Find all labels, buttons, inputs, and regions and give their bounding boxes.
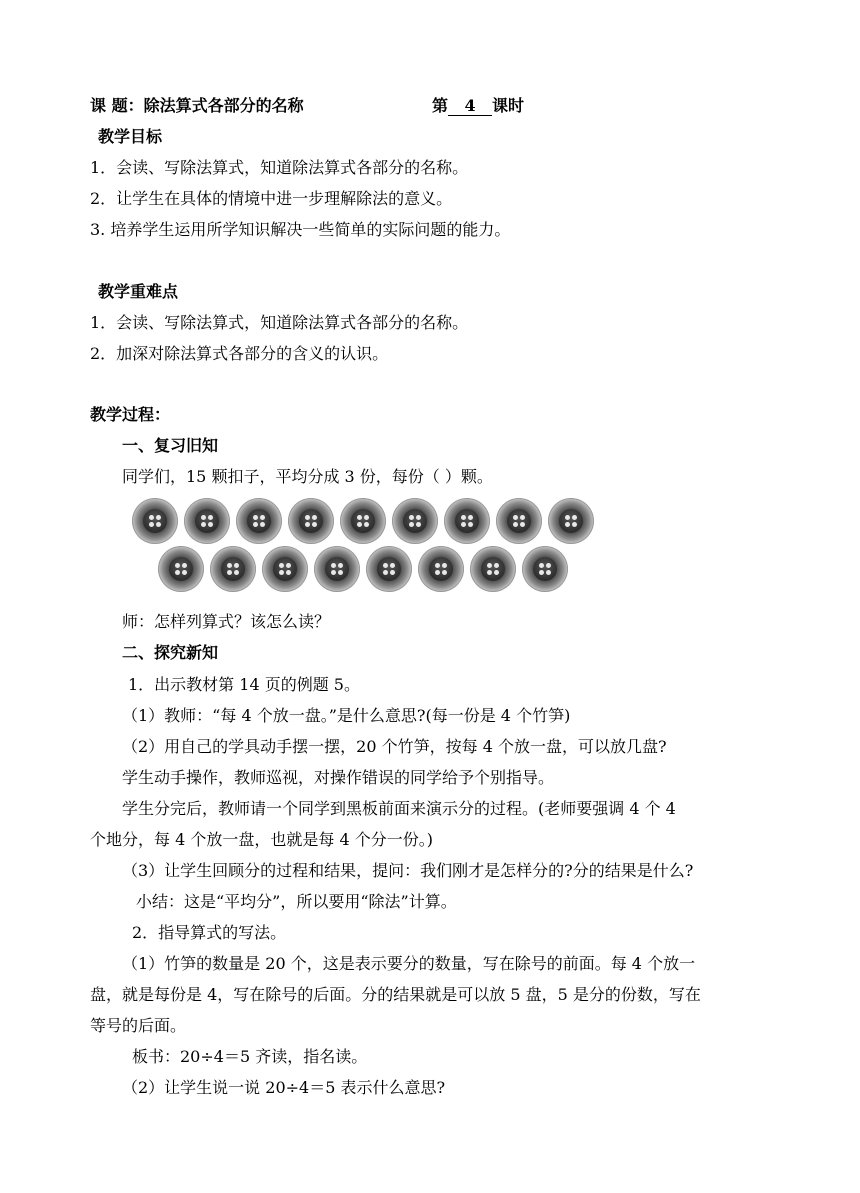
button-hole: [286, 570, 291, 575]
button-hole: [357, 515, 362, 520]
button-face: [455, 509, 479, 533]
button-face: [507, 509, 531, 533]
button-face: [325, 557, 349, 581]
button-face: [377, 557, 401, 581]
objective-item: 1．会读、写除法算式，知道除法算式各部分的名称。: [90, 158, 469, 177]
button-face: [143, 509, 167, 533]
process-line: 2．指导算式的写法。: [132, 923, 287, 942]
button-hole: [260, 522, 265, 527]
button-icon: [470, 546, 516, 592]
button-hole: [546, 570, 551, 575]
key-point-item: 2．加深对除法算式各部分的含义的认识。: [90, 344, 389, 363]
button-hole: [182, 563, 187, 568]
button-hole: [286, 563, 291, 568]
process-line: 学生动手操作，教师巡视，对操作错误的同学给予个别指导。: [122, 768, 555, 787]
button-hole: [409, 522, 414, 527]
button-hole: [383, 570, 388, 575]
button-hole: [442, 563, 447, 568]
button-hole: [390, 563, 395, 568]
button-hole: [364, 515, 369, 520]
button-hole: [546, 563, 551, 568]
objective-item: 3. 培养学生运用所学知识解决一些简单的实际问题的能力。: [90, 220, 511, 239]
button-icon: [132, 498, 178, 544]
process-line: （1）竹笋的数量是 20 个，这是表示要分的数量，写在除号的前面。每 4 个放一: [122, 954, 696, 973]
button-icon: [158, 546, 204, 592]
process-line: 小结：这是“平均分”，所以要用“除法”计算。: [136, 892, 457, 911]
lesson-number: 4: [448, 97, 492, 116]
button-hole: [149, 522, 154, 527]
button-icon: [418, 546, 464, 592]
button-hole: [494, 570, 499, 575]
button-hole: [461, 522, 466, 527]
button-hole: [435, 570, 440, 575]
review-question: 同学们，15 颗扣子，平均分成 3 份，每份（ ）颗。: [122, 467, 493, 486]
button-hole: [312, 515, 317, 520]
button-hole: [468, 522, 473, 527]
button-hole: [565, 522, 570, 527]
button-hole: [487, 570, 492, 575]
button-hole: [201, 522, 206, 527]
button-face: [169, 557, 193, 581]
button-hole: [279, 563, 284, 568]
button-face: [351, 509, 375, 533]
objective-item: 2．让学生在具体的情境中进一步理解除法的意义。: [90, 189, 453, 208]
button-hole: [513, 515, 518, 520]
button-hole: [539, 563, 544, 568]
button-icon: [366, 546, 412, 592]
button-icon: [184, 498, 230, 544]
teacher-question: 师：怎样列算式？该怎么读？: [122, 612, 331, 631]
process-heading: 教学过程：: [90, 405, 171, 424]
section1-title: 一、复习旧知: [122, 436, 219, 455]
button-hole: [416, 515, 421, 520]
button-hole: [234, 563, 239, 568]
button-face: [403, 509, 427, 533]
process-line: （1）教师：“每 4 个放一盘。”是什么意思?(每一份是 4 个竹笋): [122, 706, 571, 725]
key-points-heading: 教学重难点: [98, 282, 179, 301]
button-hole: [260, 515, 265, 520]
process-line: （3）让学生回顾分的过程和结果，提问：我们刚才是怎样分的?分的结果是什么?: [122, 861, 694, 880]
button-hole: [234, 570, 239, 575]
button-face: [221, 557, 245, 581]
button-hole: [227, 570, 232, 575]
button-icon: [548, 498, 594, 544]
button-hole: [208, 515, 213, 520]
button-hole: [227, 563, 232, 568]
process-line: 板书：20÷4＝5 齐读，指名读。: [132, 1047, 368, 1066]
button-icon: [262, 546, 308, 592]
button-hole: [331, 570, 336, 575]
button-icon: [288, 498, 334, 544]
button-hole: [572, 515, 577, 520]
objectives-heading: 教学目标: [98, 127, 163, 146]
button-hole: [435, 563, 440, 568]
button-hole: [364, 522, 369, 527]
key-point-item: 1．会读、写除法算式，知道除法算式各部分的名称。: [90, 313, 469, 332]
button-icon: [210, 546, 256, 592]
button-hole: [520, 515, 525, 520]
button-face: [429, 557, 453, 581]
button-icon: [392, 498, 438, 544]
button-hole: [331, 563, 336, 568]
button-hole: [468, 515, 473, 520]
button-hole: [208, 522, 213, 527]
button-hole: [156, 522, 161, 527]
button-face: [195, 509, 219, 533]
button-hole: [494, 563, 499, 568]
process-line: 盘，就是每份是 4，写在除号的后面。分的结果就是可以放 5 盘，5 是分的份数，写在: [90, 985, 701, 1004]
button-icon: [496, 498, 542, 544]
button-hole: [383, 563, 388, 568]
button-hole: [305, 515, 310, 520]
process-line: 个地分，每 4 个放一盘，也就是每 4 个分一份。): [90, 830, 433, 849]
lesson-prefix: 第: [432, 96, 449, 115]
button-hole: [338, 563, 343, 568]
section2-title: 二、探究新知: [122, 643, 219, 662]
button-icon: [236, 498, 282, 544]
button-face: [247, 509, 271, 533]
button-icon: [314, 546, 360, 592]
button-hole: [338, 570, 343, 575]
button-hole: [279, 570, 284, 575]
lesson-number-line: [432, 96, 524, 116]
button-hole: [357, 522, 362, 527]
button-hole: [416, 522, 421, 527]
button-hole: [253, 522, 258, 527]
button-hole: [201, 515, 206, 520]
button-hole: [461, 515, 466, 520]
button-icon: [522, 546, 568, 592]
button-hole: [305, 522, 310, 527]
button-hole: [539, 570, 544, 575]
button-hole: [182, 570, 187, 575]
process-line: （2）让学生说一说 20÷4＝5 表示什么意思?: [122, 1078, 446, 1097]
button-hole: [572, 522, 577, 527]
lesson-topic: 课 题：除法算式各部分的名称: [90, 96, 304, 115]
lesson-suffix: 课时: [492, 96, 525, 115]
process-line: 等号的后面。: [90, 1016, 187, 1035]
button-hole: [175, 570, 180, 575]
button-face: [559, 509, 583, 533]
button-hole: [253, 515, 258, 520]
button-face: [481, 557, 505, 581]
button-hole: [520, 522, 525, 527]
button-icon: [444, 498, 490, 544]
button-hole: [312, 522, 317, 527]
button-hole: [175, 563, 180, 568]
button-hole: [442, 570, 447, 575]
button-hole: [156, 515, 161, 520]
button-hole: [149, 515, 154, 520]
process-line: 1．出示教材第 14 页的例题 5。: [128, 675, 360, 694]
button-hole: [390, 570, 395, 575]
button-hole: [487, 563, 492, 568]
button-face: [273, 557, 297, 581]
button-face: [299, 509, 323, 533]
button-icon: [340, 498, 386, 544]
button-hole: [513, 522, 518, 527]
process-line: （2）用自己的学具动手摆一摆，20 个竹笋，按每 4 个放一盘，可以放几盘?: [122, 737, 667, 756]
button-hole: [409, 515, 414, 520]
button-face: [533, 557, 557, 581]
button-hole: [565, 515, 570, 520]
process-line: 学生分完后，教师请一个同学到黑板前面来演示分的过程。(老师要强调 4 个 4: [122, 799, 676, 818]
